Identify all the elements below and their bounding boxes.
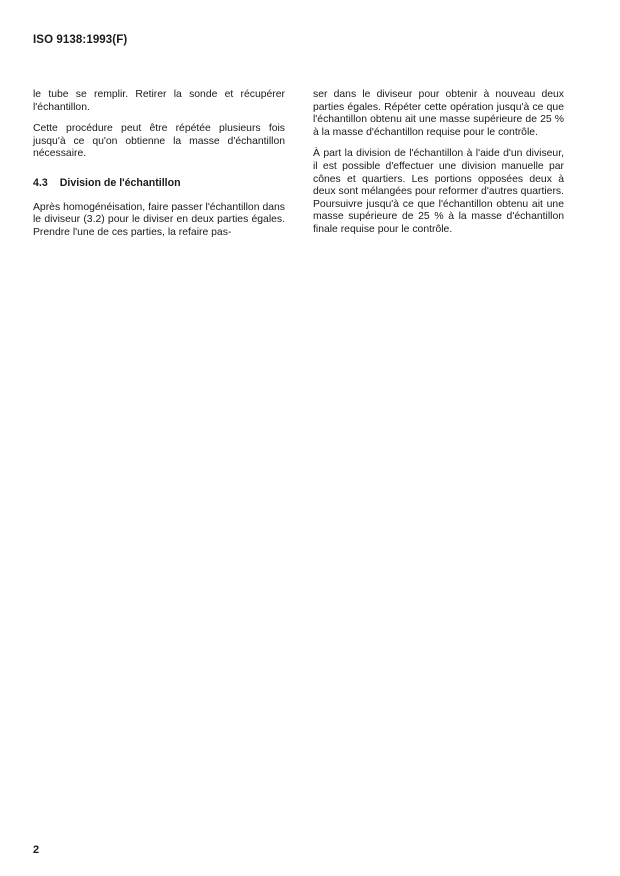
section-title: Division de l'échantillon (59, 176, 181, 189)
paragraph-homogenisation: Après homogénéisation, faire passer l'échantillon dans le diviseur (3.2) pour le diviser en deux parties égales. Prendre l'une de ces parties, la refaire pas- (33, 201, 285, 238)
left-column (33, 89, 285, 248)
paragraph-tube-fill: le tube se remplir. Retirer la sonde et récupérer l'échantillon. (33, 89, 285, 113)
section-heading (33, 177, 285, 190)
section-number: 4.3 (33, 176, 48, 189)
right-column (313, 89, 564, 246)
page-header: ISO 9138:1993(F) (33, 34, 128, 46)
paragraph-repeat-procedure: Cette procédure peut être répétée plusieurs fois jusqu'à ce qu'on obtienne la masse d'échantillon nécessaire. (33, 123, 285, 160)
paragraph-manual-division: À part la division de l'échantillon à l'aide d'un diviseur, il est possible d'effectuer une division manuelle par cônes et quartiers. Les portions opposées deux à deux sont mélangées pour reformer d'autres quartiers. Poursuivre jusqu'à ce que l'échantillon obtenu ait une masse supérieure de 25 % à la masse d'échantillon finale requise pour le contrôle. (313, 148, 564, 235)
paragraph-divider-repeat: ser dans le diviseur pour obtenir à nouveau deux parties égales. Répéter cette opération jusqu'à ce que l'échantillon obtenu ait une masse supérieure de 25 % à la masse d'échantillon requise pour le contrôle. (313, 89, 564, 138)
page-number: 2 (33, 844, 40, 856)
